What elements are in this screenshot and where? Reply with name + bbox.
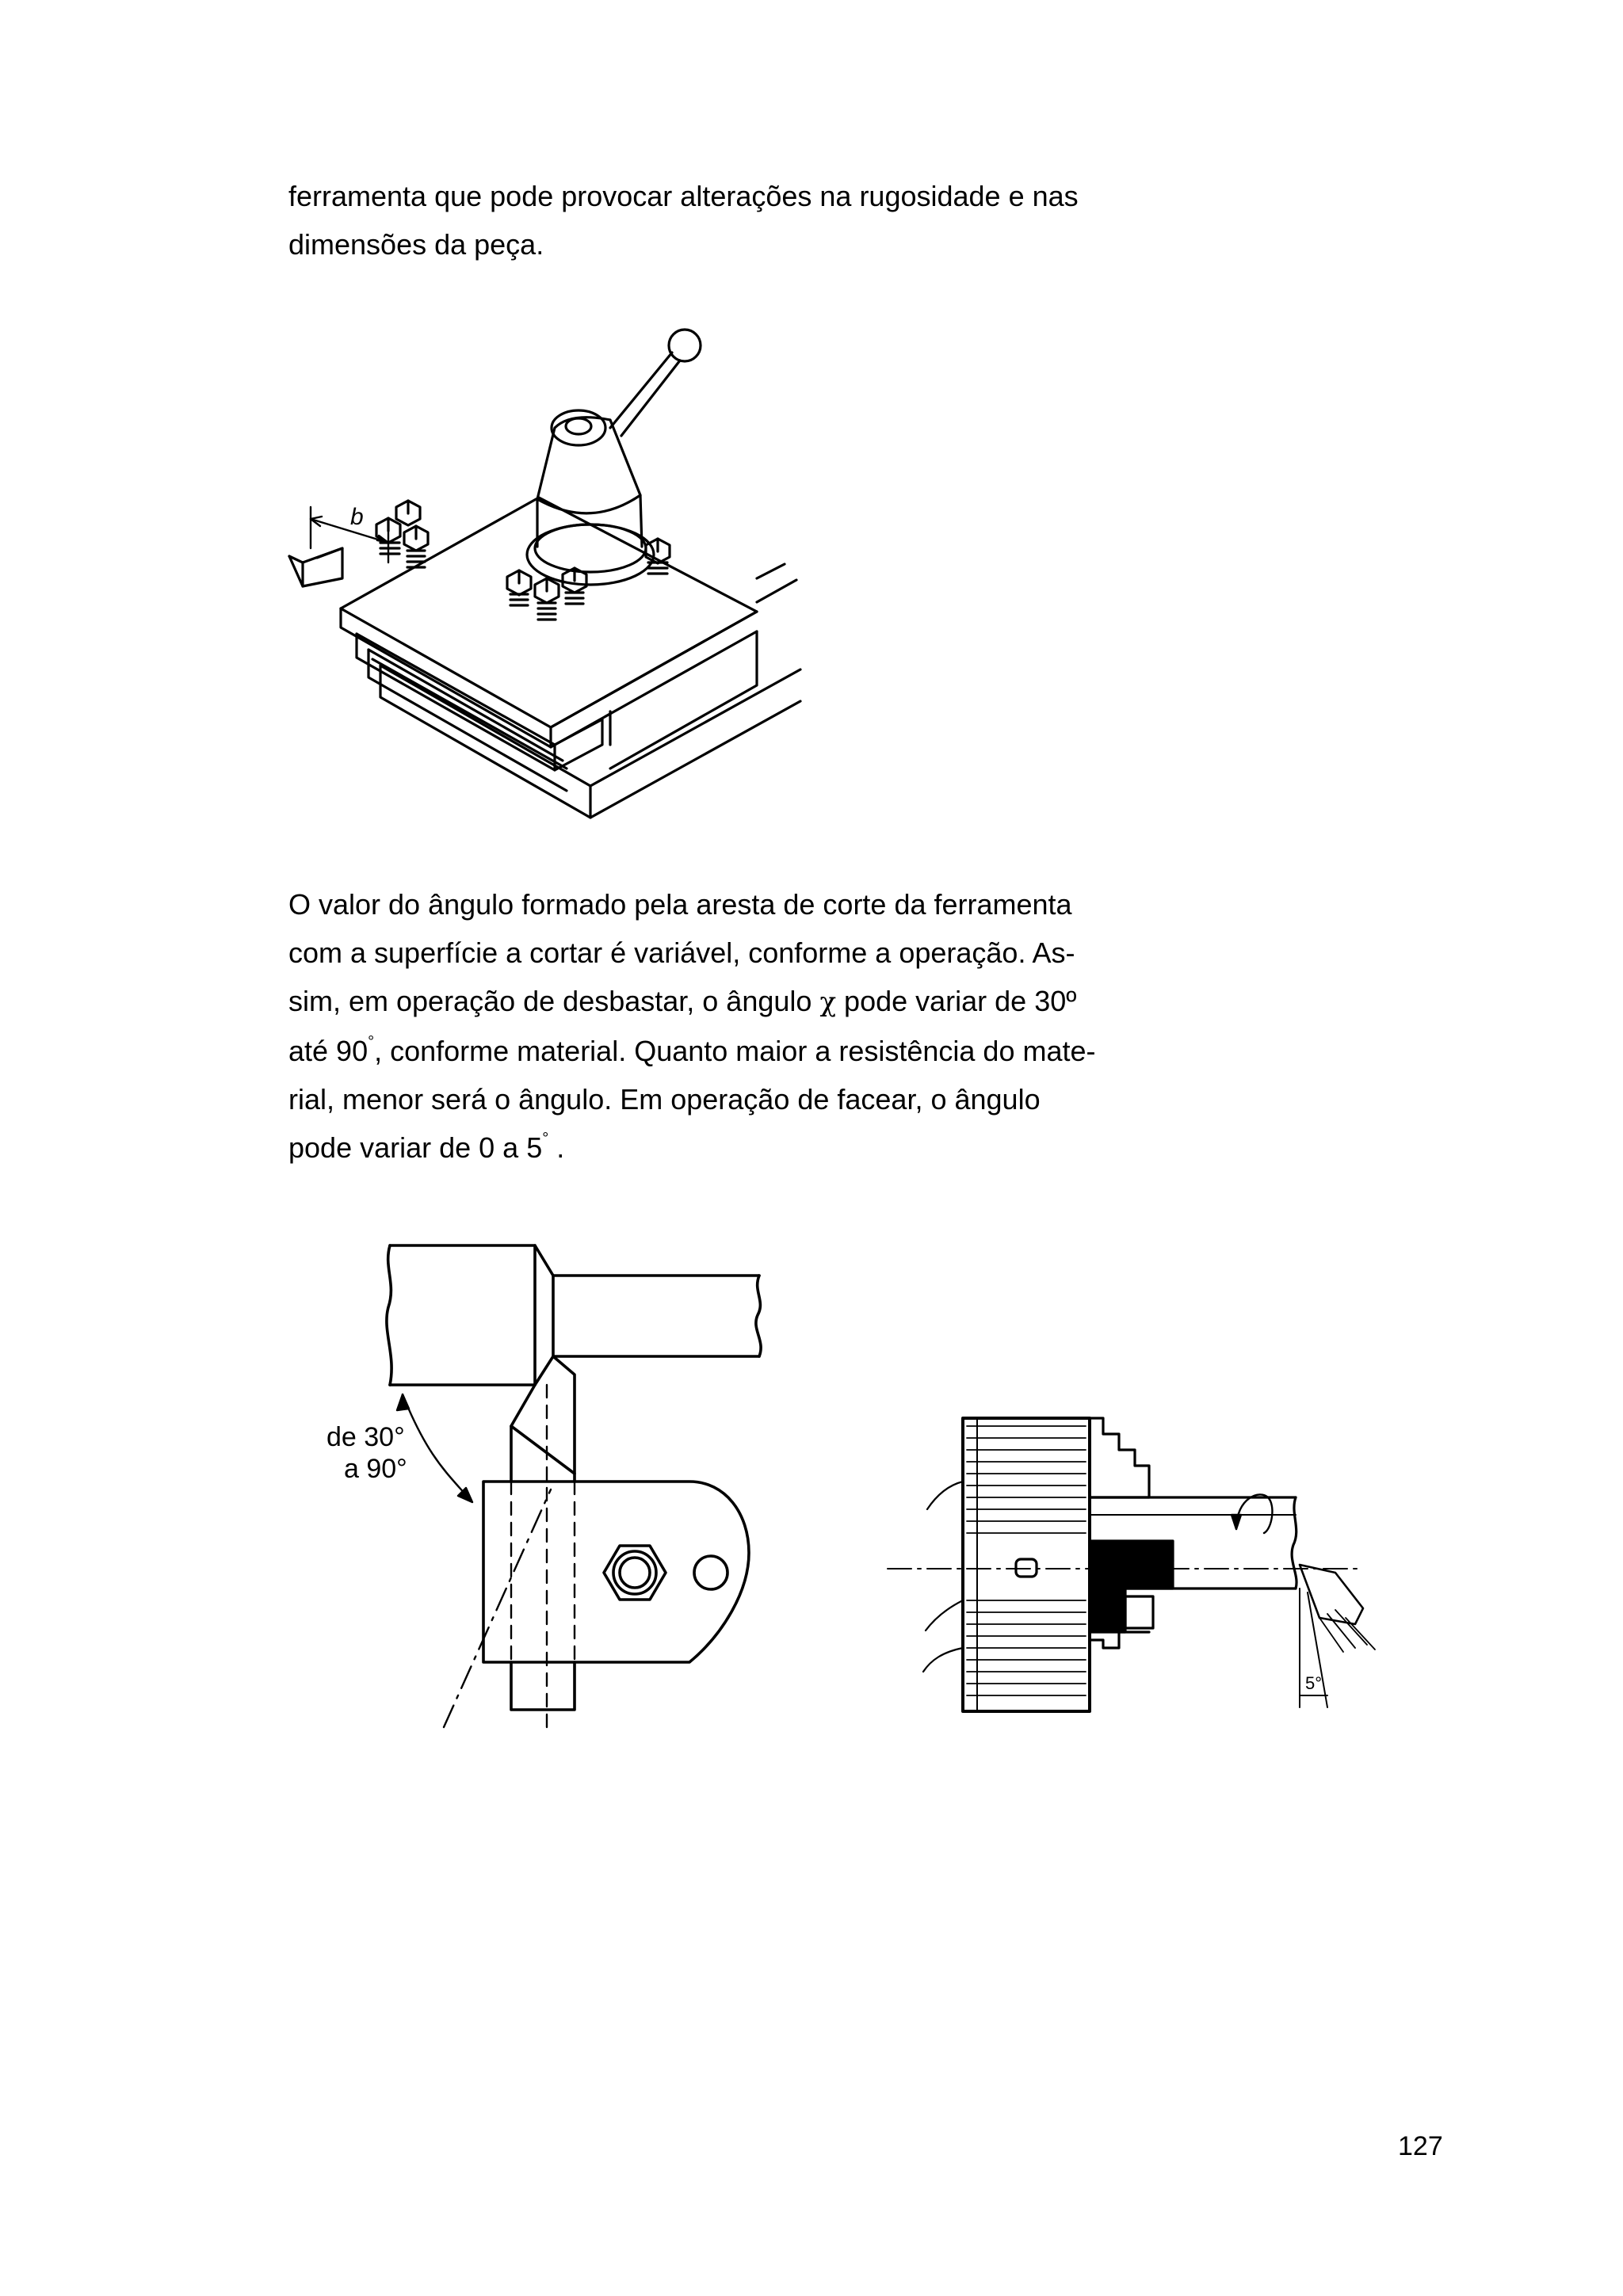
angle-line-1: O valor do ângulo formado pela aresta de corte da ferramenta	[288, 888, 1072, 921]
chuck	[923, 1418, 1090, 1711]
angle-line-6	[288, 1123, 1176, 1172]
degree-mark-2: °	[542, 1130, 549, 1147]
facing-angle-label: 5°	[1305, 1673, 1323, 1693]
facing-operation-figure	[888, 1410, 1442, 1727]
angle-line-5: rial, menor será o ângulo. Em operação de facear, o ângulo	[288, 1083, 1041, 1116]
angle-paragraph	[288, 880, 1176, 1172]
page-number: 127	[1398, 2131, 1443, 2161]
angle-line-4-a: até 90	[288, 1035, 369, 1067]
clamp-cone	[527, 410, 654, 585]
angle-line-4	[288, 1027, 1176, 1075]
chi-symbol: χ	[819, 986, 837, 1018]
hex-nut-icon	[604, 1546, 666, 1600]
bar-stock	[1090, 1497, 1296, 1589]
angle-line-2: com a superfície a cortar é variável, conforme a operação. As-	[288, 936, 1075, 969]
angle-line-6-b: .	[548, 1131, 565, 1164]
angle-label-line-1: de 30°	[327, 1422, 405, 1452]
cutting-tool	[289, 548, 342, 586]
bolt-cluster-left	[376, 501, 428, 567]
angle-line-6-a: pode variar de 0 a 5	[288, 1131, 543, 1164]
angle-line-3	[288, 977, 1176, 1027]
angle-line-3-a: sim, em operação de desbastar, o ângulo	[288, 985, 812, 1017]
intro-line-2: dimensões da peça.	[288, 228, 544, 261]
chuck-jaws	[1090, 1418, 1153, 1648]
tool-holder	[483, 1356, 749, 1710]
angle-arc	[397, 1394, 551, 1727]
roughing-angle-figure	[317, 1236, 808, 1743]
angle-line-3-b: pode variar de 30º	[836, 985, 1077, 1017]
lever	[610, 330, 701, 436]
hole-icon	[694, 1556, 727, 1589]
angle-label-line-2: a 90°	[344, 1454, 407, 1484]
angle-line-4-b: , conforme material. Quanto maior a resistência do mate-	[374, 1035, 1096, 1067]
intro-paragraph	[288, 172, 1176, 269]
rotation-arrow-icon	[1232, 1494, 1272, 1533]
workpiece	[387, 1245, 761, 1385]
slide-base	[369, 650, 800, 818]
toolpost-figure	[293, 317, 800, 824]
dimension-b-label: b	[350, 504, 364, 530]
intro-line-1: ferramenta que pode provocar alterações na rugosidade e nas	[288, 180, 1079, 212]
degree-mark-1: °	[368, 1033, 375, 1051]
